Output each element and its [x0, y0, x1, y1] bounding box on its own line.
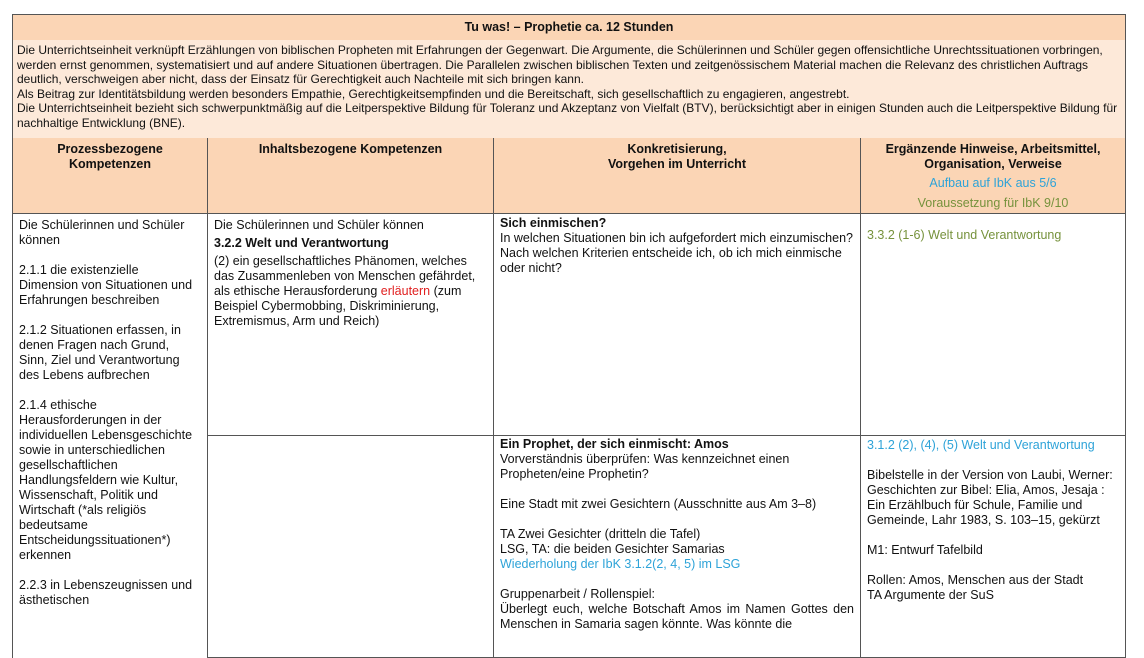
- lesson-text: LSG, TA: die beiden Gesichter Samarias: [500, 542, 725, 556]
- operator-word: erläutern: [380, 284, 431, 298]
- header-notes: [861, 138, 1125, 214]
- content-competences-cell: [208, 214, 494, 436]
- competence-item: 2.2.3 in Lebenszeugnissen und ästhetischen: [19, 578, 193, 607]
- legend-previous-grade: Aufbau auf IbK aus 5/6: [929, 176, 1057, 190]
- header-content-competences: Inhaltsbezogene Kompetenzen: [208, 138, 494, 214]
- competence-text-end: (zum Beispiel Cybermobbing, Diskriminierung, Extremismus, Arm und Reich): [214, 284, 462, 328]
- students-intro: Die Schülerinnen und Schüler können: [214, 218, 424, 232]
- competence-table: [12, 138, 1126, 658]
- roles-note: Rollen: Amos, Menschen aus der Stadt: [867, 573, 1084, 587]
- notes-cell: [861, 436, 1125, 658]
- competence-text: [214, 254, 487, 329]
- unit-title: Tu was! – Prophetie ca. 12 Stunden: [12, 14, 1126, 41]
- content-competences-cell-empty: [208, 436, 494, 658]
- concretization-cell: [494, 214, 861, 436]
- lesson-heading: Sich einmischen?: [500, 216, 607, 230]
- cross-reference: 3.1.2 (2), (4), (5) Welt und Verantwortung: [867, 438, 1095, 452]
- lesson-text: Überlegt euch, welche Botschaft Amos im Namen Gottes den Menschen in Samaria sagen könnte. Was könnte die: [500, 602, 854, 631]
- competence-item: 2.1.4 ethische Herausforderungen in der individuellen Lebensgeschichte sowie in unterschiedlichen gesellschaftlichen Handlungsfeldern wie Kultur, Wissenschaft, Politik und Wirtschaft (*als religiös bedeutsame Entscheidungssituationen*) erkennen: [19, 398, 193, 562]
- lesson-text: In welchen Situationen bin ich aufgefordert mich einzumischen? Nach welchen Kriterien entscheide ich, ob ich mich einmische oder nicht?: [500, 231, 853, 275]
- competence-text-start: (2) ein gesellschaftliches Phänomen, welches das Zusammenleben von Menschen gefährdet, als ethische Herausforderung: [214, 254, 476, 298]
- intro-paragraph: Die Unterrichtseinheit bezieht sich schwerpunktmäßig auf die Leitperspektive Bildung für Toleranz und Akzeptanz von Vielfalt (BTV), berücksichtigt aber in einigen Stunden auch die Leitperspektive Bildung für nachhaltige Entwicklung (BNE).: [17, 101, 1118, 130]
- lesson-text: Gruppenarbeit / Rollenspiel:: [500, 587, 655, 601]
- header-process-competences: Prozessbezogene Kompetenzen: [13, 138, 208, 214]
- repetition-note: Wiederholung der IbK 3.1.2(2, 4, 5) im LSG: [500, 557, 741, 571]
- document-page: [12, 14, 1126, 658]
- lesson-text: Eine Stadt mit zwei Gesichtern (Ausschnitte aus Am 3–8): [500, 497, 817, 511]
- header-concretization-line1: Konkretisierung,: [627, 142, 727, 156]
- cross-reference: 3.3.2 (1-6) Welt und Verantwortung: [867, 228, 1062, 242]
- lesson-heading: Ein Prophet, der sich einmischt: Amos: [500, 437, 729, 451]
- competence-item: 2.1.2 Situationen erfassen, in denen Fragen nach Grund, Sinn, Ziel und Verantwortung des Lebens aufbrechen: [19, 323, 181, 382]
- intro-paragraph: Die Unterrichtseinheit verknüpft Erzählungen von biblischen Propheten mit Erfahrungen der Gegenwart. Die Argumente, die Schülerinnen und Schüler gegen offensichtliche Unrechtssituationen vorbringen, werden ernst genommen, systematisiert und auf andere Situationen übertragen. Die Parallelen zwischen biblischen Texten und zeitgenössischem Material machen die Relevanz des christlichen Auftrags deutlich, verschweigen aber nicht, dass der Einsatz für Gerechtigkeit auch Nachteile mit sich bringen kann.: [17, 43, 1103, 86]
- intro-paragraph: Als Beitrag zur Identitätsbildung werden besonders Empathie, Gerechtigkeitsempfinden und die Bereitschaft, sich gesellschaftlich zu engagieren, angestrebt.: [17, 86, 850, 101]
- header-concretization-line2: Vorgehen im Unterricht: [608, 157, 746, 171]
- bible-source-note: Bibelstelle in der Version von Laubi, Werner: Geschichten zur Bibel: Elia, Amos, Jesaja : Ein Erzählbuch für Schule, Familie und Gemeinde, Lahr 1983, S. 103–15, gekürzt: [867, 468, 1113, 527]
- header-concretization: [494, 138, 861, 214]
- legend-next-grade: Voraussetzung für IbK 9/10: [917, 196, 1069, 210]
- header-notes-line1: Ergänzende Hinweise, Arbeitsmittel,: [885, 142, 1101, 156]
- material-note: M1: Entwurf Tafelbild: [867, 543, 983, 557]
- notes-cell: [861, 214, 1125, 436]
- header-notes-line2: Organisation, Verweise: [924, 157, 1062, 171]
- lesson-text: Vorverständnis überprüfen: Was kennzeichnet einen Propheten/eine Prophetin?: [500, 452, 790, 481]
- competence-heading: 3.2.2 Welt und Verantwortung: [214, 236, 389, 250]
- process-competences-cell: [13, 214, 208, 658]
- concretization-cell: [494, 436, 861, 658]
- lesson-text: TA Zwei Gesichter (dritteln die Tafel): [500, 527, 701, 541]
- unit-introduction: [12, 40, 1126, 144]
- competence-item: 2.1.1 die existenzielle Dimension von Situationen und Erfahrungen beschreiben: [19, 263, 193, 307]
- students-intro: Die Schülerinnen und Schüler können: [19, 218, 185, 247]
- board-note: TA Argumente der SuS: [867, 588, 994, 602]
